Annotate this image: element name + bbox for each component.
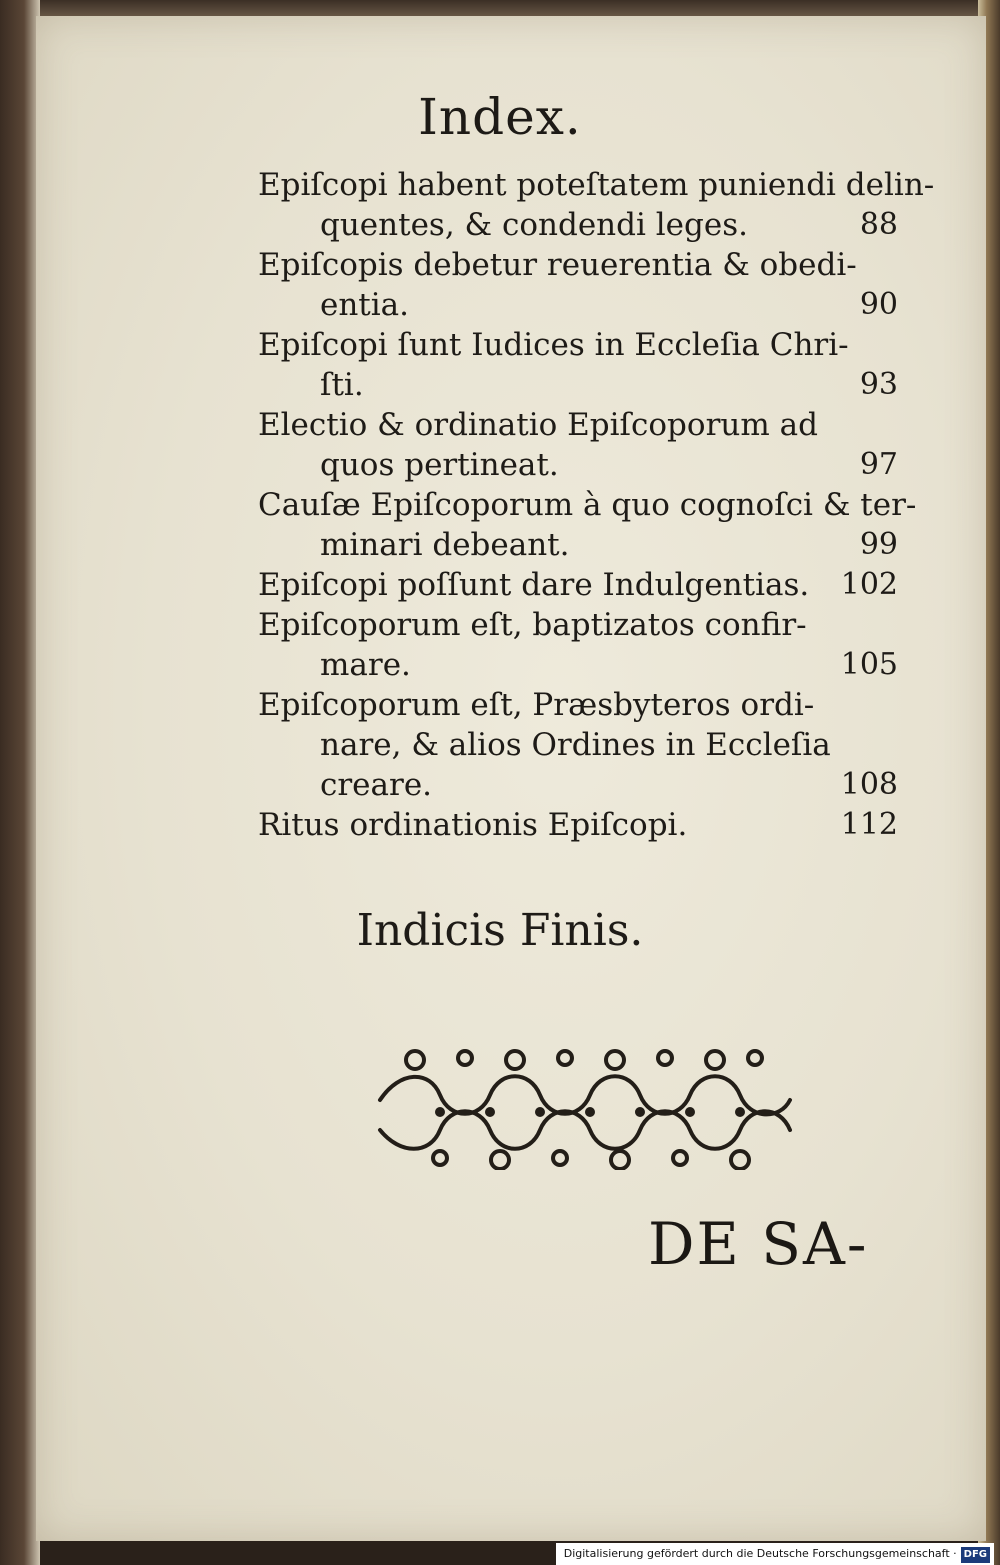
index-entry-page-number: 108: [840, 767, 898, 802]
index-entry-text: Epiſcopi poſſunt dare Indulgentias.: [258, 567, 810, 603]
index-entry: [258, 485, 917, 565]
index-entry-continuation: mare.: [320, 647, 411, 683]
index-entry-continuation: quentes, & condendi leges.: [320, 207, 748, 243]
index-entry-text: Ritus ordinationis Epiſcopi.: [258, 807, 688, 843]
index-entry-page-number: 93: [859, 367, 898, 402]
index-entry: [258, 405, 898, 485]
footer-credit-text: Digitalisierung gefördert durch die Deutsche Forschungsgemeinschaft ·: [563, 1547, 957, 1560]
index-entry-text: Epiſcoporum eſt, Præsbyteros ordi-: [258, 687, 815, 723]
index-end-heading: Indicis Finis.: [356, 905, 644, 956]
index-entry-continuation: creare.: [320, 767, 433, 803]
index-entry-page-number: 99: [859, 527, 898, 562]
index-entry-page-number: 105: [840, 647, 898, 682]
index-entry-text: Epiſcopis debetur reuerentia & obedi-: [258, 247, 857, 283]
catchword: DE SA-: [648, 1210, 869, 1278]
index-entry: [258, 245, 898, 325]
index-entry-page-number: 97: [859, 447, 898, 482]
digitization-credit-footer: [556, 1543, 994, 1565]
index-entry: [258, 165, 935, 245]
index-entry-text: Epiſcoporum eſt, baptizatos confir-: [258, 607, 807, 643]
index-entry-page-number: 88: [859, 207, 898, 242]
index-entry-continuation: ſti.: [320, 367, 364, 403]
index-entry-continuation: quos pertineat.: [320, 447, 559, 483]
index-entry: [258, 605, 898, 685]
index-entry-text: Cauſæ Epiſcoporum à quo cognoſci & ter-: [258, 487, 917, 523]
index-entry-text: Electio & ordinatio Epiſcoporum ad: [258, 407, 818, 443]
book-binding-edge: [0, 0, 40, 1565]
index-entry-continuation: minari debeant.: [320, 527, 570, 563]
index-entry-continuation: nare, & alios Ordines in Eccleſia: [320, 727, 831, 763]
dfg-logo: DFG: [961, 1547, 990, 1563]
index-entry: [258, 325, 898, 405]
index-entry-page-number: 90: [859, 287, 898, 322]
page-title: Index.: [418, 88, 582, 146]
index-entries-list: [258, 165, 935, 845]
index-entry: [258, 565, 898, 605]
printers-ornament: [360, 1040, 800, 1170]
index-entry: [258, 805, 898, 845]
index-entry: [258, 685, 898, 805]
index-entry-continuation: entia.: [320, 287, 410, 323]
index-entry-page-number: 102: [840, 567, 898, 602]
index-entry-text: Epiſcopi habent poteſtatem puniendi delin-: [258, 167, 935, 203]
index-entry-page-number: 112: [840, 807, 898, 842]
index-entry-text: Epiſcopi ſunt Iudices in Eccleſia Chri-: [258, 327, 849, 363]
